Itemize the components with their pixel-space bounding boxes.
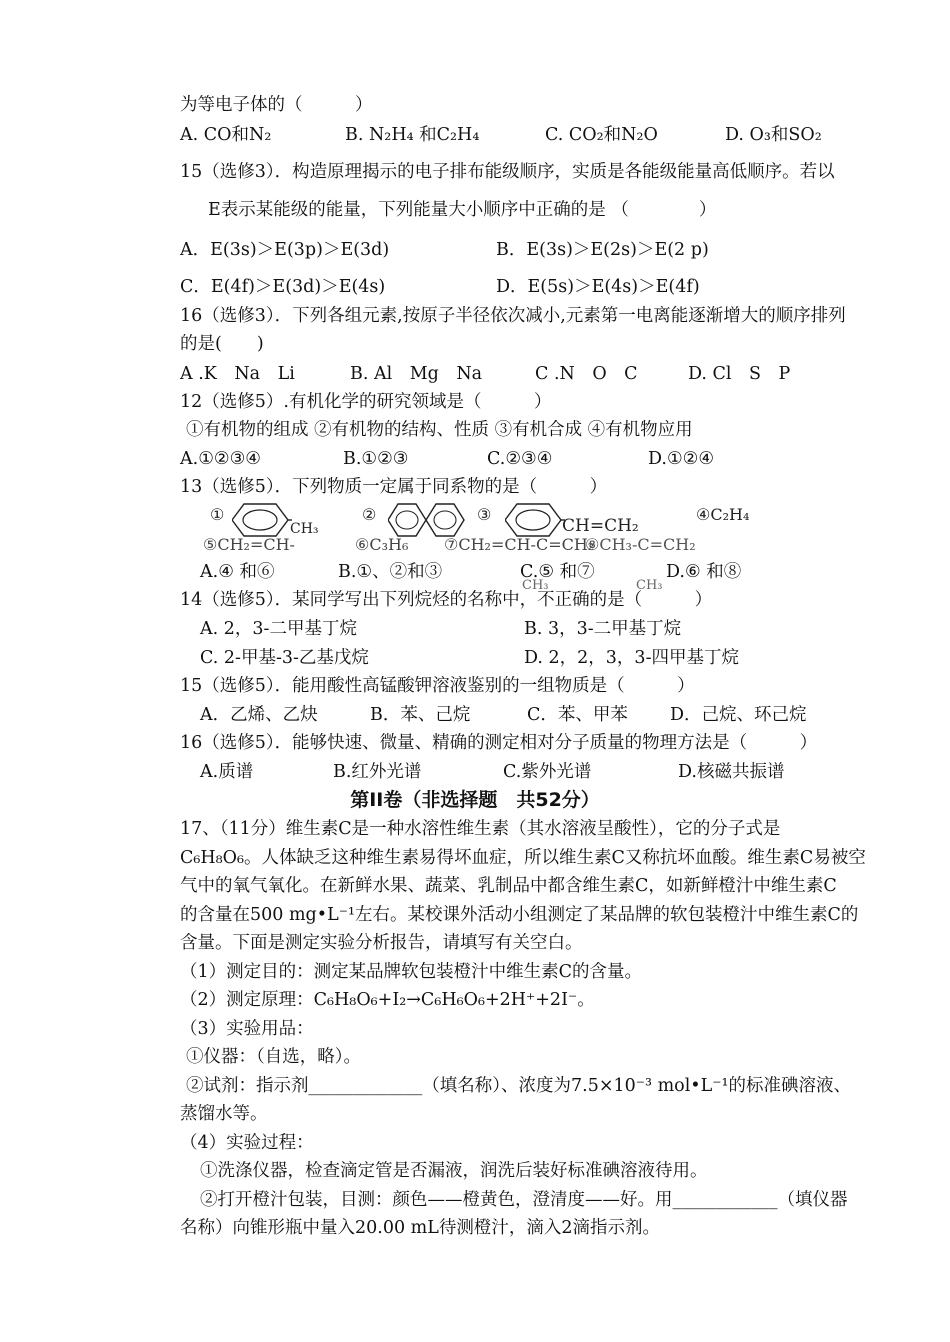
q14b-option-a: A. 2，3-二甲基丁烷 <box>200 619 357 639</box>
q13b-toluene-ch3: CH₃ <box>290 521 319 537</box>
q17-para-line3: 气中的氧气氧化。在新鲜水果、蔬菜、乳制品中都含维生素C，如新鲜橙汁中维生素C <box>180 876 837 896</box>
q13b-option-b: B.①、②和③ <box>338 562 443 582</box>
q15a-option-a: A．E(3s)＞E(3p)＞E(3d) <box>180 240 390 260</box>
q15b-stem: 15（选修5）．能用酸性高锰酸钾溶液鉴别的一组物质是（ ） <box>180 676 695 696</box>
q15b-option-d: D．己烷、环己烷 <box>670 705 807 725</box>
q16a-option-a: A .K Na Li <box>180 364 295 384</box>
q16b-option-d: D.核磁共振谱 <box>678 762 785 782</box>
q17-step4-open-line1: ②打开橙汁包装，目测：颜色——橙黄色，澄清度——好。用____________（填仪器 <box>200 1190 848 1210</box>
q13b-ch3-sub-7: CH₃ <box>522 578 549 593</box>
q13b-label-5: ⑤CH₂=CH- <box>203 535 295 554</box>
q14a-option-b: B. N₂H₄ 和C₂H₄ <box>345 125 480 145</box>
q14a-option-d: D. O₃和SO₂ <box>725 125 822 145</box>
q13b-styrene-vinyl: CH=CH₂ <box>562 516 639 536</box>
q13b-label-8: ⑧CH₃-C=CH₂ <box>585 535 696 554</box>
q16b-option-c: C.紫外光谱 <box>503 762 592 782</box>
q16a-stem-line2: 的是( ) <box>180 334 264 354</box>
q16b-option-b: B.红外光谱 <box>333 762 422 782</box>
q17-step1: （1）测定目的：测定某品牌软包装橙汁中维生素C的含量。 <box>180 962 643 982</box>
toluene-ring-icon <box>232 500 292 540</box>
q15a-option-c: C．E(4f)＞E(3d)＞E(4s) <box>180 277 386 297</box>
q17-para-line2: C₆H₈O₆。人体缺乏这种维生素易得坏血症，所以维生素C又称抗坏血酸。维生素C易被空 <box>180 848 866 868</box>
q16b-stem: 16（选修5）．能够快速、微量、精确的测定相对分子质量的物理方法是（ ） <box>180 733 818 753</box>
q15a-option-d: D．E(5s)＞E(4s)＞E(4f) <box>496 277 700 297</box>
q16a-option-b: B. Al Mg Na <box>350 364 483 384</box>
q13b-option-c: C.⑤ 和⑦ <box>520 562 595 582</box>
q17-step3-instruments: ①仪器：（自选，略）。 <box>186 1047 361 1067</box>
q13b-option-a: A.④ 和⑥ <box>200 562 275 582</box>
q15b-option-b: B．苯、己烷 <box>370 705 471 725</box>
q14b-option-c: C. 2-甲基-3-乙基戊烷 <box>200 648 369 668</box>
q12b-stem: 12（选修5）.有机化学的研究领域是（ ） <box>180 392 552 412</box>
q17-para-line1: 17、（11分）维生素C是一种水溶性维生素（其水溶液呈酸性），它的分子式是 <box>180 819 781 839</box>
q17-step4: （4）实验过程： <box>180 1133 314 1153</box>
q12b-option-c: C.②③④ <box>487 449 553 469</box>
q13b-label-4: ④C₂H₄ <box>696 505 750 524</box>
q16a-option-d: D. Cl S P <box>688 364 791 384</box>
q14a-option-c: C. CO₂和N₂O <box>545 125 658 145</box>
q15a-stem-line2: E表示某能级的能量，下列能量大小顺序中正确的是 （ ） <box>208 200 717 220</box>
q17-step3-reagents-line2: 蒸馏水等。 <box>180 1104 268 1124</box>
q17-step3-reagents-line1: ②试剂：指示剂_____________（填名称）、浓度为7.5×10⁻³ mol•L⁻¹的标准碘溶液、 <box>186 1076 851 1096</box>
q14b-stem: 14（选修5）．某同学写出下列烷烃的名称中，不正确的是（ ） <box>180 590 713 610</box>
q13b-option-d: D.⑥ 和⑧ <box>666 562 742 582</box>
q17-step3: （3）实验用品： <box>180 1019 314 1039</box>
q12b-items: ①有机物的组成 ②有机物的结构、性质 ③有机合成 ④有机物应用 <box>186 420 693 440</box>
q16a-stem-line1: 16（选修3）．下列各组元素,按原子半径依次减小,元素第一电离能逐渐增大的顺序排列 <box>180 306 846 326</box>
q13b-ch3-sub-8: CH₃ <box>636 578 663 593</box>
section-title: 第II卷（非选择题 共52分） <box>350 789 600 811</box>
q16b-option-a: A.质谱 <box>200 762 254 782</box>
q15b-option-c: C．苯、甲苯 <box>527 705 628 725</box>
q12b-option-d: D.①②④ <box>648 449 715 469</box>
q17-step4-wash: ①洗涤仪器，检查滴定管是否漏液，润洗后装好标准碘溶液待用。 <box>200 1161 708 1181</box>
q12b-option-a: A.①②③④ <box>180 449 261 469</box>
q17-para-line4: 的含量在500 mg•L⁻¹左右。某校课外活动小组测定了某品牌的软包装橙汁中维生素C的 <box>180 905 859 925</box>
q15b-option-a: A．乙烯、乙炔 <box>200 705 318 725</box>
q17-para-line5: 含量。下面是测定实验分析报告，请填写有关空白。 <box>180 933 583 953</box>
q13b-label-1: ① <box>210 505 225 524</box>
q13b-stem: 13（选修5）．下列物质一定属于同系物的是（ ） <box>180 477 608 497</box>
q14a-continuation: 为等电子体的（ ） <box>180 95 373 115</box>
q12b-option-b: B.①②③ <box>343 449 409 469</box>
q14b-option-b: B. 3，3-二甲基丁烷 <box>524 619 682 639</box>
styrene-ring-icon <box>505 500 565 540</box>
q13b-label-2: ② <box>362 505 377 524</box>
q13b-label-6: ⑥C₃H₆ <box>355 535 409 554</box>
q14a-option-a: A. CO和N₂ <box>180 125 272 145</box>
q15a-option-b: B．E(3s)＞E(2s)＞E(2 p) <box>496 240 709 260</box>
q14b-option-d: D. 2，2，3，3-四甲基丁烷 <box>524 648 739 668</box>
q15a-stem-line1: 15（选修3）．构造原理揭示的电子排布能级顺序，实质是各能级能量高低顺序。若以 <box>180 162 835 182</box>
q13b-label-7: ⑦CH₂=CH-C=CH₂ <box>444 535 595 554</box>
q13b-label-3: ③ <box>477 505 492 524</box>
q17-step4-open-line2: 名称）向锥形瓶中量入20.00 mL待测橙汁，滴入2滴指示剂。 <box>180 1218 661 1238</box>
naphthalene-ring-icon <box>388 500 466 540</box>
q17-step2: （2）测定原理：C₆H₈O₆+I₂→C₆H₆O₆+2H⁺+2I⁻。 <box>180 990 595 1010</box>
q16a-option-c: C .N O C <box>535 364 638 384</box>
